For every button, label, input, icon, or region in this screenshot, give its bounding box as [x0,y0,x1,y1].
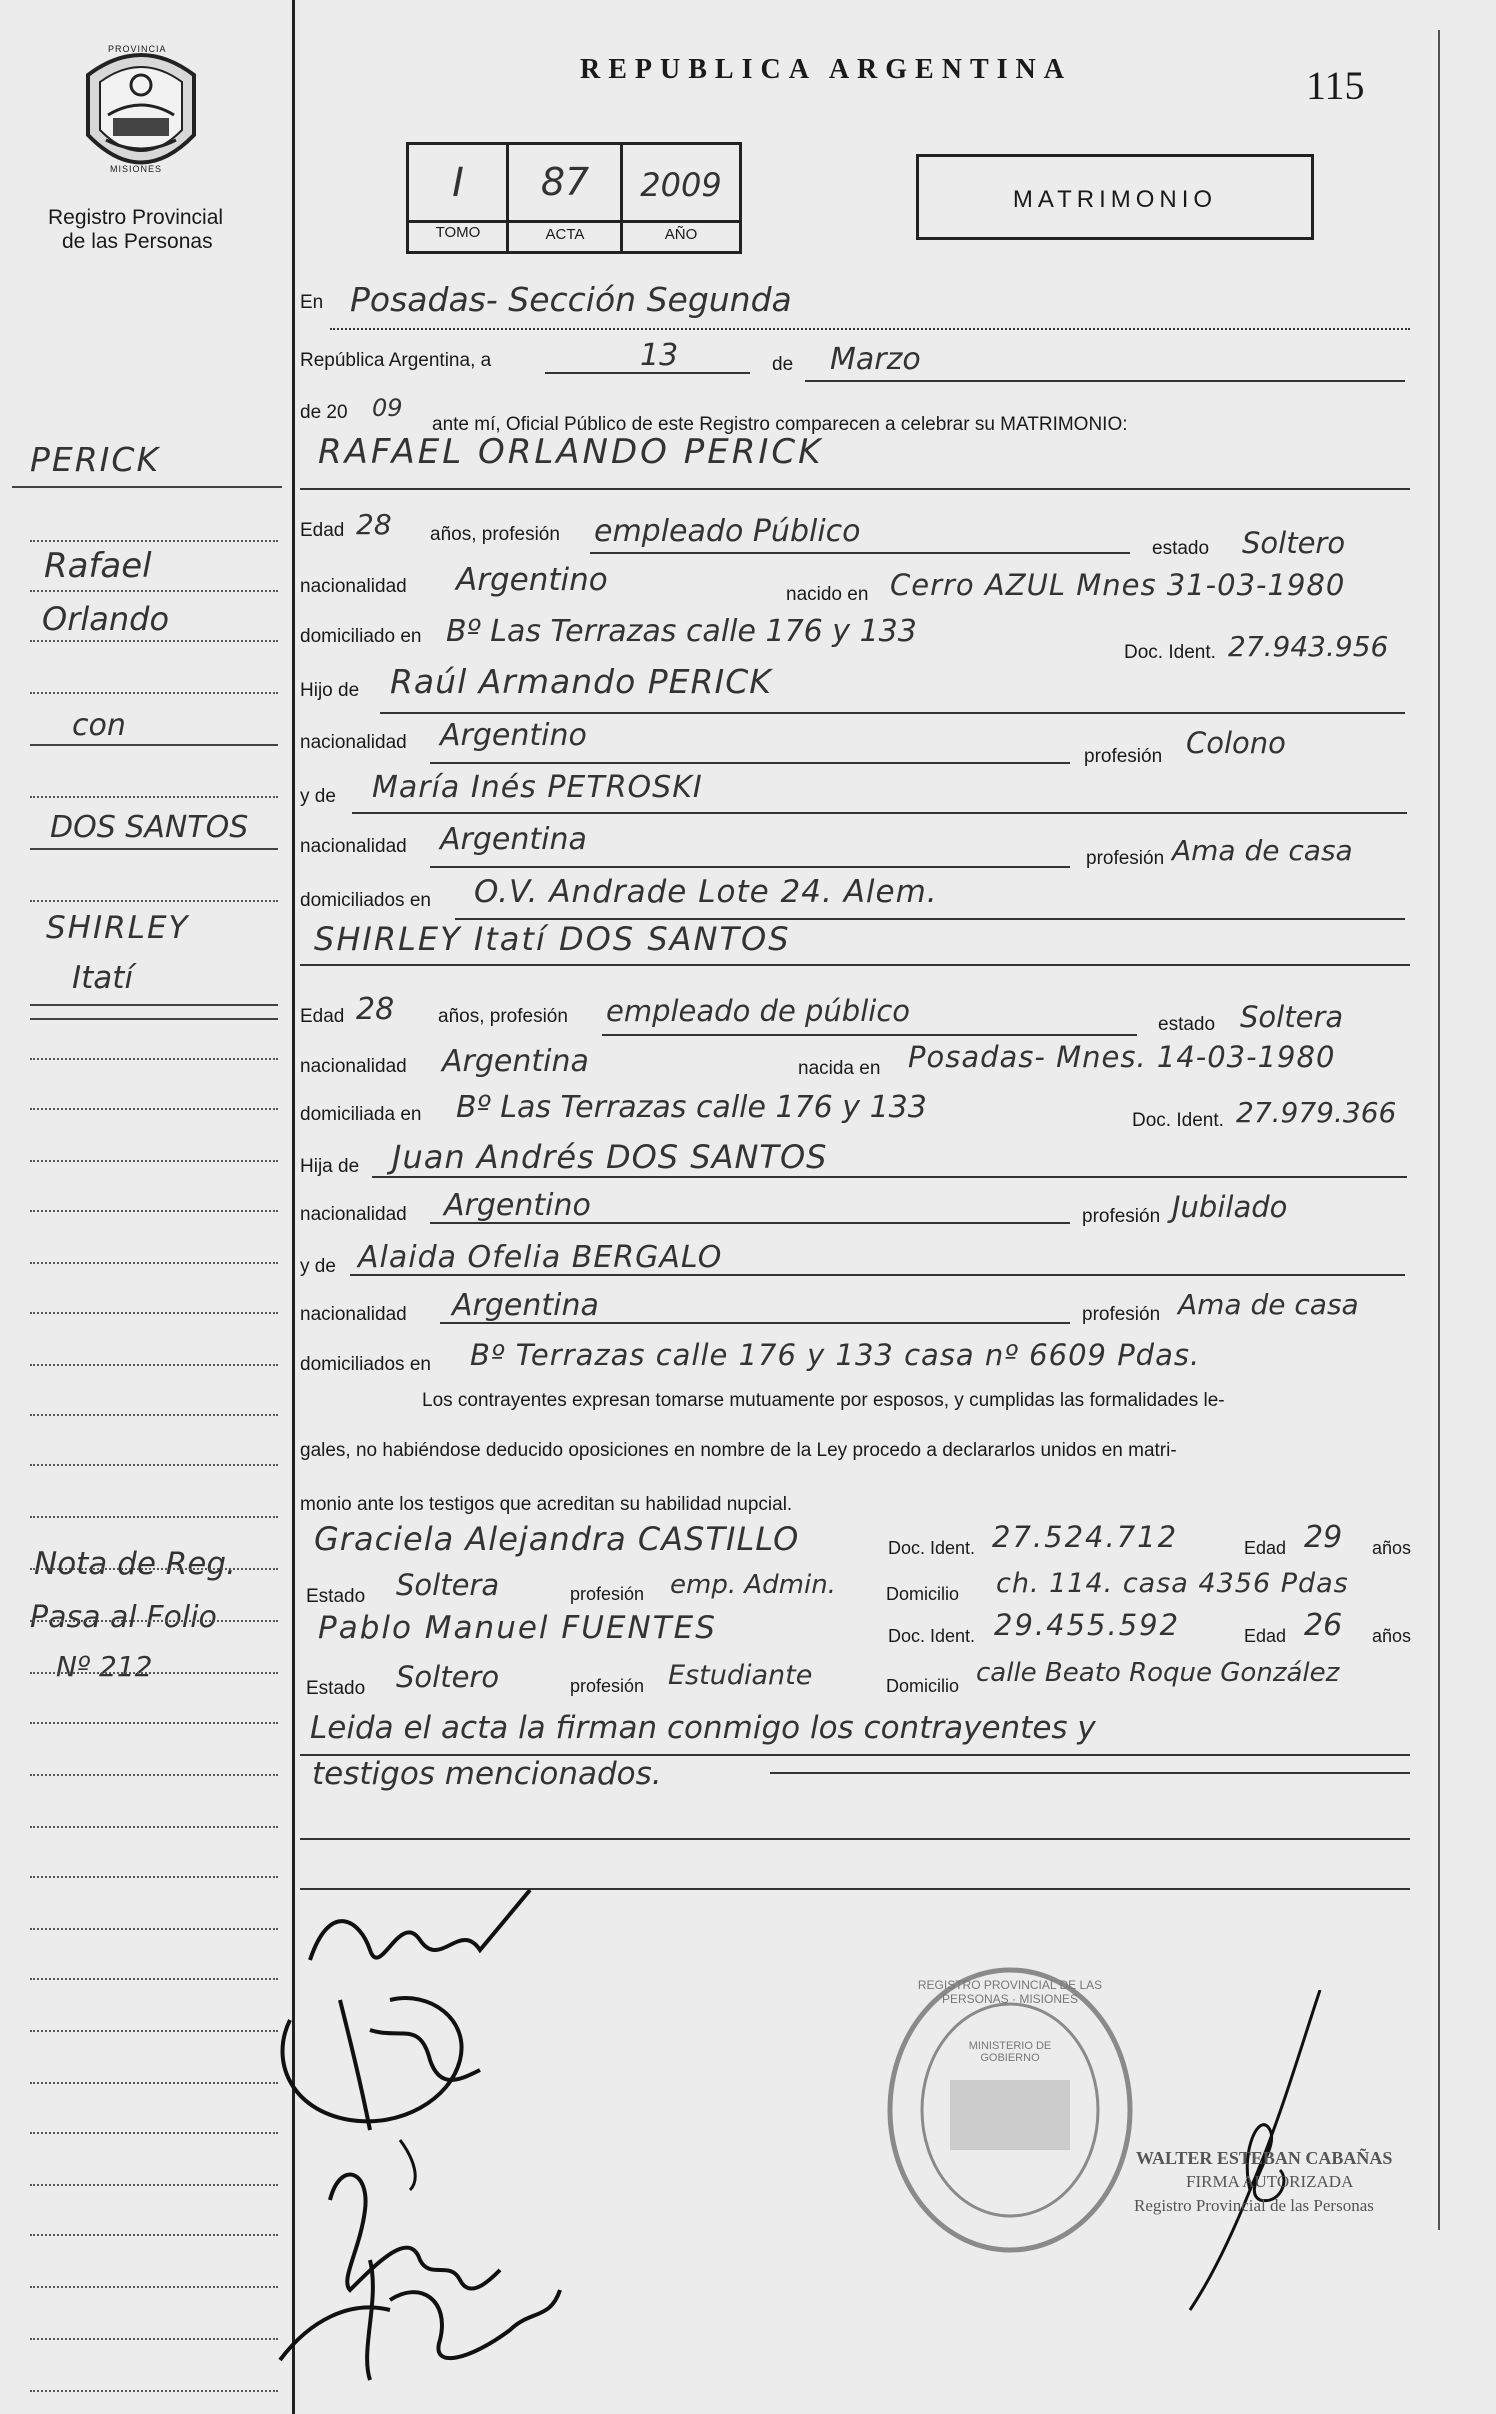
groom-nationality: Argentino [456,562,608,598]
witness1-dom-label: Domicilio [886,1584,960,1604]
witness2-profession: Estudiante [668,1660,813,1691]
ano-value: 2009 [640,166,722,204]
bride-nac-label: nacionalidad [300,1056,407,1077]
margin-note-line-1: Nota de Reg. [34,1546,236,1582]
closing-line-2: testigos mencionados. [312,1756,662,1792]
closing-line-1: Leida el acta la firman conmigo los contrayentes y [310,1710,1096,1746]
registry-name-line1: Registro Provincial [48,206,224,229]
bride-mother-nac-label: nacionalidad [300,1304,407,1325]
bride-mother: Alaida Ofelia BERGALO [358,1240,723,1275]
official-name: WALTER ESTEBAN CABAÑAS [1136,2148,1393,2168]
bride-father: Juan Andrés DOS SANTOS [392,1138,828,1176]
witness2-anos-label: años [1372,1626,1412,1646]
official-office: Registro Provincial de las Personas [1134,2196,1374,2215]
groom-father-label: Hijo de [300,680,360,701]
bride-nationality: Argentina [442,1044,589,1079]
declaration-line-3: monio ante los testigos que acreditan su habilidad nupcial. [300,1494,793,1515]
witness1-estado: Soltera [396,1568,500,1602]
witness2-doc: 29.455.592 [994,1608,1181,1642]
margin-note-line-3: Nº 212 [56,1650,153,1683]
groom-prof-label: años, profesión [430,524,560,545]
groom-parents-dom-label: domiciliados en [300,890,431,911]
ano-label: AÑO [664,226,698,243]
margin-note-line-2: Pasa al Folio [30,1600,217,1635]
registry-name-line2: de las Personas [62,230,213,253]
witness1-anos-label: años [1372,1538,1412,1558]
groom-estado-label: estado [1152,538,1210,559]
year-prefix: de 20 [300,402,348,423]
groom-father-nationality: Argentino [440,718,587,753]
bride-estado: Soltera [1240,1000,1344,1034]
bride-father-prof-label: profesión [1082,1206,1161,1227]
document-type-label: MATRIMONIO [1012,186,1218,213]
groom-mother-nationality: Argentina [440,822,587,857]
bride-doc: 27.979.366 [1236,1096,1397,1129]
intro-text: ante mí, Oficial Público de este Registro comparecen a celebrar su MATRIMONIO: [432,414,1128,435]
groom-parents-address: O.V. Andrade Lote 24. Alem. [474,874,938,910]
margin-surname: PERICK [30,440,161,479]
seal-bottom-text: MISIONES [110,164,163,174]
margin-bride-surname: DOS SANTOS [50,810,249,845]
groom-nacido-label: nacido en [786,584,869,605]
bride-name: SHIRLEY Itatí DOS SANTOS [314,920,791,958]
place-value: Posadas- Sección Segunda [350,280,792,319]
bride-nacida-label: nacida en [798,1058,881,1079]
republica-label: República Argentina, a [300,350,492,371]
bride-mother-profession: Ama de casa [1178,1288,1359,1321]
groom-estado: Soltero [1242,526,1346,560]
groom-mother-nac-label: nacionalidad [300,836,407,857]
groom-dom-label: domiciliado en [300,626,422,647]
bride-father-profession: Jubilado [1172,1190,1288,1224]
bride-age: 28 [356,992,395,1027]
bride-father-label: Hija de [300,1156,360,1177]
groom-doc: 27.943.956 [1228,630,1389,663]
bride-parents-address: Bº Terrazas calle 176 y 133 casa nº 6609 Pdas. [470,1338,1201,1372]
declaration-line-2: gales, no habiéndose deducido oposiciones en nombre de la Ley procedo a declararlos unidos en matri- [300,1440,1177,1461]
seal-top-text: PROVINCIA [108,44,167,54]
en-label: En [300,292,324,313]
witness2-name: Pablo Manuel FUENTES [318,1610,717,1646]
witness1-doc-label: Doc. Ident. [888,1538,976,1558]
tomo-label: TOMO [435,224,481,241]
witness2-age: 26 [1304,1608,1343,1643]
bride-edad-label: Edad [300,1006,345,1027]
acta-value: 87 [540,160,590,204]
witness2-edad-label: Edad [1244,1626,1287,1646]
witness2-address: calle Beato Roque González [976,1658,1340,1688]
margin-bride-first-1: SHIRLEY [46,910,190,946]
witness1-doc: 27.524.712 [992,1520,1179,1554]
witness1-edad-label: Edad [1244,1538,1287,1558]
bride-mother-prof-label: profesión [1082,1304,1161,1325]
witness2-prof-label: profesión [570,1676,645,1696]
bride-birthplace: Posadas- Mnes. 14-03-1980 [908,1040,1336,1074]
groom-father-nac-label: nacionalidad [300,732,407,753]
folio-number: 115 [1306,63,1365,108]
acta-label: ACTA [545,226,585,243]
official-title: FIRMA AUTORIZADA [1186,2172,1354,2191]
handwritten-signatures [250,1880,610,2400]
year-value: 09 [372,394,403,422]
groom-mother: María Inés PETROSKI [372,770,703,805]
groom-name: RAFAEL ORLANDO PERICK [318,432,824,472]
bride-father-nac-label: nacionalidad [300,1204,407,1225]
groom-profession: empleado Público [594,514,861,549]
groom-age: 28 [356,508,392,541]
bride-mother-label: y de [300,1256,336,1277]
bride-doc-label: Doc. Ident. [1132,1110,1224,1131]
witness1-name: Graciela Alejandra CASTILLO [314,1520,800,1558]
groom-mother-label: y de [300,786,336,807]
witness1-prof-label: profesión [570,1584,645,1604]
groom-nac-label: nacionalidad [300,576,407,597]
country-heading: REPUBLICA ARGENTINA [580,54,1072,85]
groom-address: Bº Las Terrazas calle 176 y 133 [446,614,917,649]
bride-estado-label: estado [1158,1014,1216,1035]
witness2-estado-label: Estado [306,1678,366,1699]
margin-con: con [72,708,126,743]
stamp-ring-text: REGISTRO PROVINCIAL DE LAS PERSONAS · MISIONES [917,1978,1103,2006]
declaration-line-1: Los contrayentes expresan tomarse mutuamente por esposos, y cumplidas las formalidades le- [422,1390,1225,1411]
groom-father-prof-label: profesión [1084,746,1163,767]
witness1-profession: emp. Admin. [670,1570,836,1600]
margin-first-name-1: Rafael [44,546,152,586]
bride-dom-label: domiciliada en [300,1104,422,1125]
stamp-inner-text: MINISTERIO DE GOBIERNO [968,2040,1052,2064]
bride-father-nationality: Argentino [444,1188,591,1223]
de-label: de [772,354,794,375]
month-value: Marzo [830,342,921,377]
witness2-dom-label: Domicilio [886,1676,960,1696]
groom-birthplace: Cerro AZUL Mnes 31-03-1980 [890,568,1346,602]
witness1-estado-label: Estado [306,1586,366,1607]
groom-edad-label: Edad [300,520,345,541]
groom-doc-label: Doc. Ident. [1124,642,1216,663]
witness2-estado: Soltero [396,1660,500,1694]
witness1-address: ch. 114. casa 4356 Pdas [996,1568,1349,1599]
groom-mother-profession: Ama de casa [1172,834,1353,867]
margin-bride-first-2: Itatí [72,960,134,996]
bride-mother-nationality: Argentina [452,1288,599,1323]
witness1-age: 29 [1304,1520,1343,1555]
bride-address: Bº Las Terrazas calle 176 y 133 [456,1090,927,1125]
bride-prof-label: años, profesión [438,1006,568,1027]
groom-father: Raúl Armando PERICK [390,662,772,701]
day-value: 13 [640,338,679,373]
witness2-doc-label: Doc. Ident. [888,1626,976,1646]
bride-parents-dom-label: domiciliados en [300,1354,431,1375]
groom-father-profession: Colono [1186,726,1286,760]
groom-mother-prof-label: profesión [1086,848,1165,869]
right-border [1438,30,1440,2230]
tomo-value: I [452,160,464,206]
bride-profession: empleado de público [606,994,911,1028]
margin-first-name-2: Orlando [42,600,170,638]
